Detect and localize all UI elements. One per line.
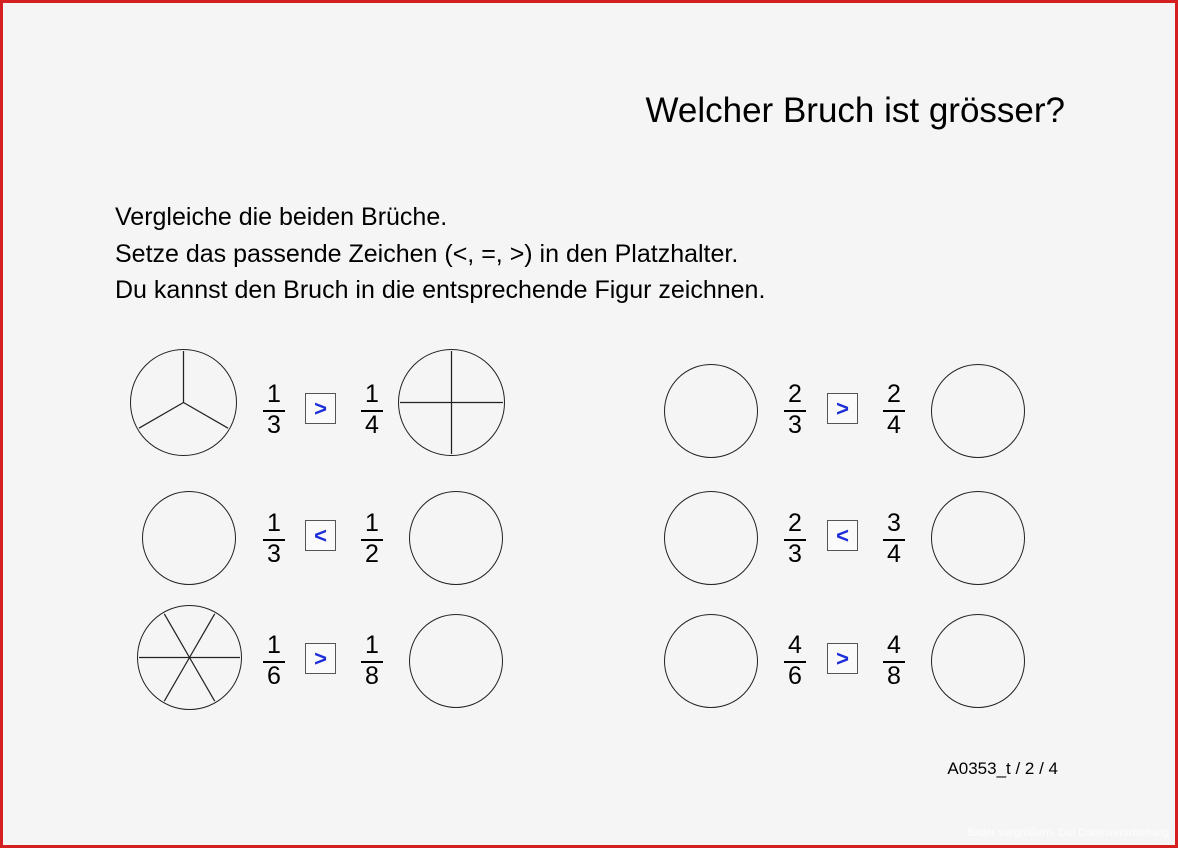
division-line xyxy=(164,614,189,658)
denominator: 3 xyxy=(267,411,281,439)
instruction-line-1: Vergleiche die beiden Brüche. xyxy=(115,203,448,231)
division-line xyxy=(190,614,215,658)
fraction-circle[interactable] xyxy=(409,491,503,585)
fraction-circle[interactable] xyxy=(664,491,758,585)
fraction-right xyxy=(882,511,906,567)
denominator: 3 xyxy=(267,540,281,568)
fraction-circle[interactable] xyxy=(931,364,1025,458)
fraction-left xyxy=(262,511,286,567)
fraction-left xyxy=(262,382,286,438)
division-lines xyxy=(138,606,241,709)
denominator: 8 xyxy=(365,662,379,690)
comparison-placeholder[interactable]: > xyxy=(305,393,336,424)
numerator: 2 xyxy=(887,380,901,408)
fraction-right xyxy=(882,633,906,689)
fraction-left xyxy=(783,382,807,438)
watermark: Bilder vergrößern, Dut Datenverarbeitung xyxy=(967,827,1169,839)
fraction-right xyxy=(882,382,906,438)
numerator: 2 xyxy=(788,509,802,537)
denominator: 6 xyxy=(788,662,802,690)
division-line xyxy=(139,403,184,429)
fraction-circle[interactable] xyxy=(664,364,758,458)
fraction-left xyxy=(262,633,286,689)
instruction-line-3: Du kannst den Bruch in die entsprechende Figur zeichnen. xyxy=(115,276,766,304)
comparison-placeholder[interactable]: > xyxy=(305,643,336,674)
denominator: 3 xyxy=(788,411,802,439)
numerator: 2 xyxy=(788,380,802,408)
fraction-circle[interactable] xyxy=(931,491,1025,585)
division-line xyxy=(164,658,189,702)
comparison-placeholder[interactable]: > xyxy=(827,393,858,424)
fraction-circle[interactable] xyxy=(130,349,237,456)
denominator: 3 xyxy=(788,540,802,568)
numerator: 1 xyxy=(365,380,379,408)
division-lines xyxy=(131,350,236,455)
comparison-placeholder[interactable]: < xyxy=(305,520,336,551)
fraction-circle[interactable] xyxy=(137,605,242,710)
instruction-line-2: Setze das passende Zeichen (<, =, >) in den Platzhalter. xyxy=(115,239,739,268)
comparison-placeholder[interactable]: > xyxy=(827,643,858,674)
fraction-right xyxy=(360,511,384,567)
instructions xyxy=(115,199,765,309)
fraction-left xyxy=(783,511,807,567)
denominator: 6 xyxy=(267,662,281,690)
fraction-circle[interactable] xyxy=(664,614,758,708)
comparison-placeholder[interactable]: < xyxy=(827,520,858,551)
denominator: 2 xyxy=(365,540,379,568)
fraction-right xyxy=(360,382,384,438)
numerator: 1 xyxy=(365,631,379,659)
division-lines xyxy=(399,350,504,455)
denominator: 8 xyxy=(887,662,901,690)
numerator: 3 xyxy=(887,509,901,537)
page-title: Welcher Bruch ist grösser? xyxy=(645,91,1065,130)
fraction-circle[interactable] xyxy=(398,349,505,456)
denominator: 4 xyxy=(887,411,901,439)
numerator: 4 xyxy=(788,631,802,659)
fraction-circle[interactable] xyxy=(409,614,503,708)
fraction-circle[interactable] xyxy=(931,614,1025,708)
denominator: 4 xyxy=(365,411,379,439)
numerator: 1 xyxy=(267,631,281,659)
numerator: 4 xyxy=(887,631,901,659)
division-line xyxy=(190,658,215,702)
fraction-circle[interactable] xyxy=(142,491,236,585)
numerator: 1 xyxy=(267,380,281,408)
fraction-left xyxy=(783,633,807,689)
numerator: 1 xyxy=(267,509,281,537)
numerator: 1 xyxy=(365,509,379,537)
fraction-right xyxy=(360,633,384,689)
division-line xyxy=(184,403,229,429)
denominator: 4 xyxy=(887,540,901,568)
worksheet-code: A0353_t / 2 / 4 xyxy=(947,759,1058,778)
